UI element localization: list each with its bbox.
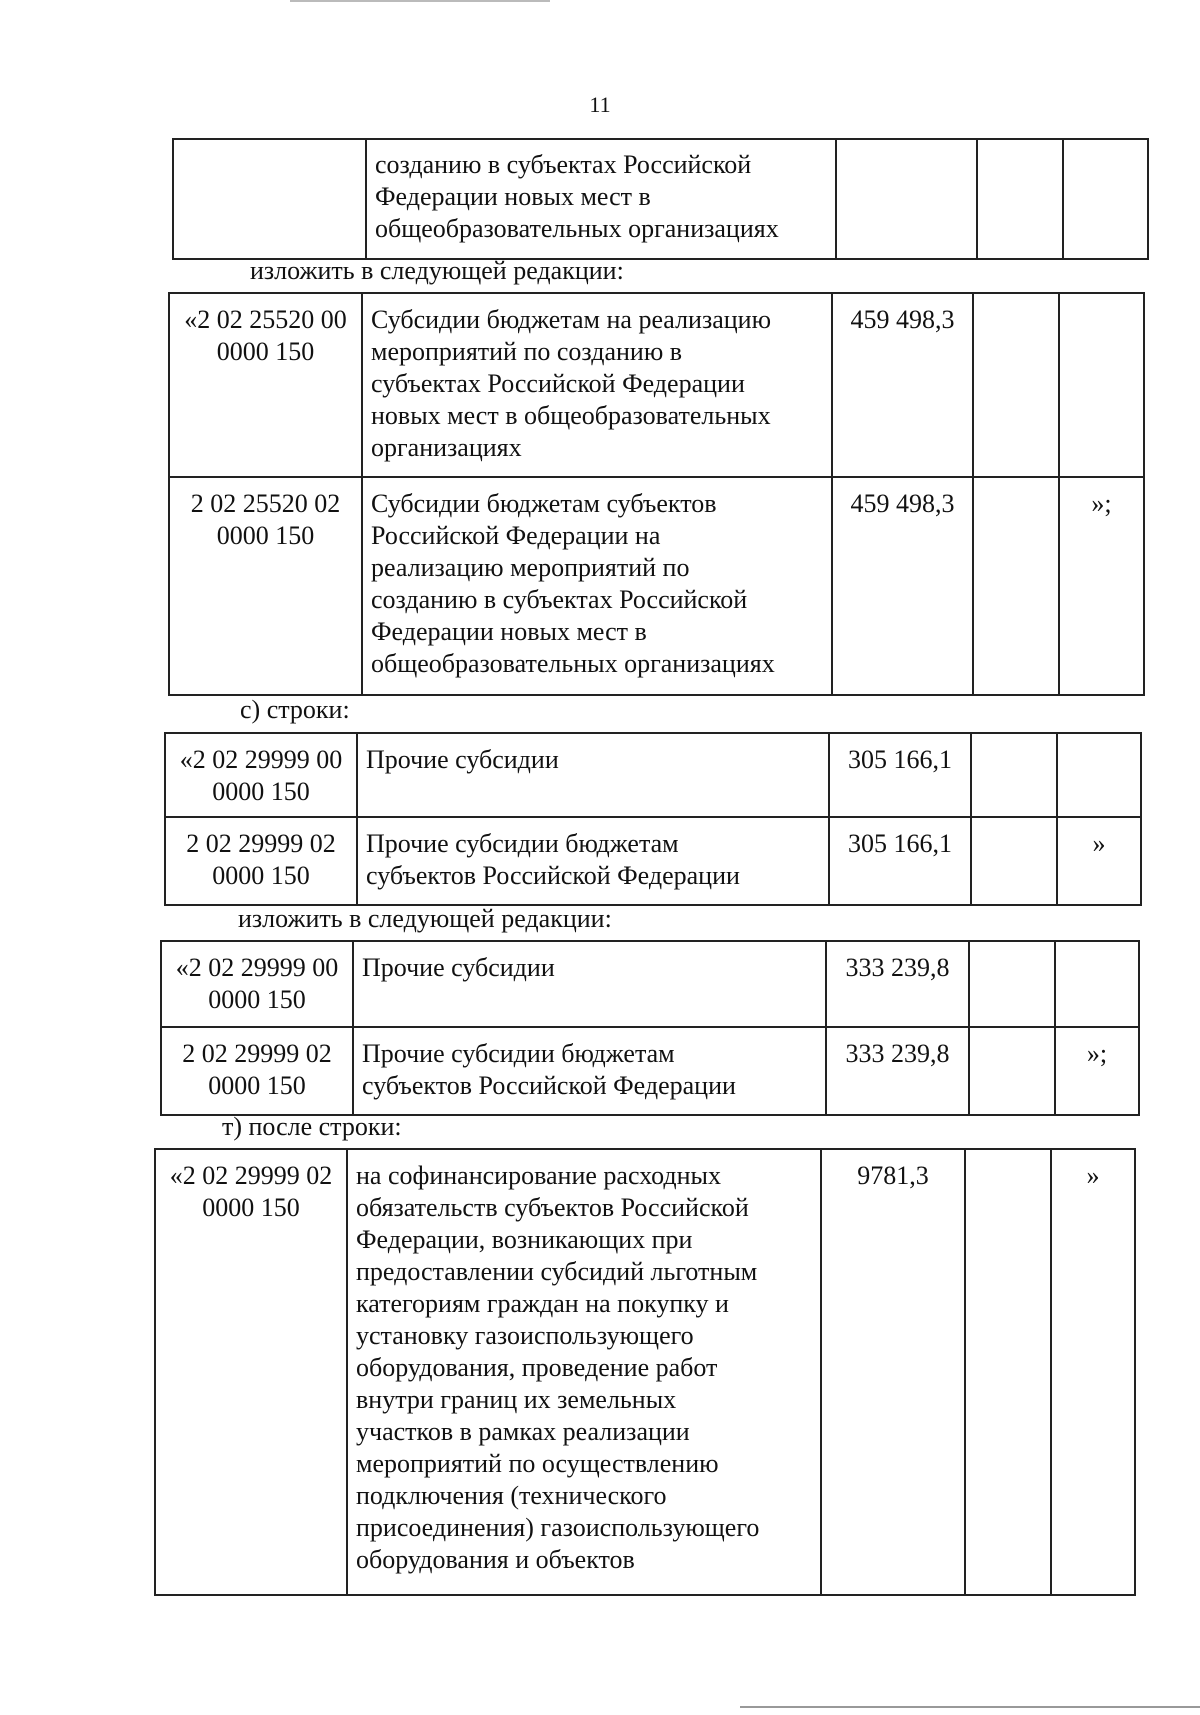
- name-line: установку газоиспользующего: [356, 1321, 694, 1350]
- name-line: Федерации новых мест в: [375, 182, 651, 211]
- end-mark-cell: [1063, 139, 1148, 259]
- code-cell: [165, 733, 357, 817]
- table-row: [169, 293, 1144, 477]
- name-line: новых мест в общеобразовательных: [371, 401, 771, 430]
- name-line: Федерации, возникающих при: [356, 1225, 693, 1254]
- name-line: созданию в субъектах Российской: [371, 585, 748, 614]
- empty-cell: [971, 817, 1057, 905]
- code-line: 2 02 29999 02: [186, 829, 336, 858]
- caption-section-s: с) строки:: [240, 695, 350, 724]
- end-mark-cell: »: [1051, 1149, 1135, 1595]
- name-line: субъектах Российской Федерации: [371, 369, 745, 398]
- name-cell: [353, 941, 826, 1027]
- name-cell: [353, 1027, 826, 1115]
- caption-edit-instruction: изложить в следующей редакции:: [238, 904, 612, 933]
- name-line: Субсидии бюджетам субъектов: [371, 489, 717, 518]
- name-line: внутри границ их земельных: [356, 1385, 677, 1414]
- name-cell: [357, 733, 829, 817]
- code-line: 0000 150: [202, 1193, 300, 1222]
- table-row: [155, 1149, 1135, 1595]
- name-line: обязательств субъектов Российской: [356, 1193, 749, 1222]
- amount-cell: [836, 139, 977, 259]
- name-line: организациях: [371, 433, 522, 462]
- amount-cell: 333 239,8: [826, 1027, 969, 1115]
- name-line: Прочие субсидии: [362, 953, 555, 982]
- code-cell: [165, 817, 357, 905]
- name-line: Федерации новых мест в: [371, 617, 647, 646]
- name-line: присоединения) газоиспользующего: [356, 1513, 760, 1542]
- code-line: 0000 150: [216, 337, 315, 366]
- name-line: мероприятий по осуществлению: [356, 1449, 719, 1478]
- amount-cell: 459 498,3: [832, 293, 973, 477]
- empty-cell: [969, 941, 1055, 1027]
- code-cell: [161, 941, 353, 1027]
- table-lines-29999-new: [160, 940, 1140, 1116]
- table-row: [161, 941, 1139, 1027]
- name-cell: [357, 817, 829, 905]
- caption-section-t: т) после строки:: [222, 1112, 402, 1141]
- code-cell: [169, 293, 362, 477]
- name-line: на софинансирование расходных: [356, 1161, 722, 1190]
- name-line: Российской Федерации на: [371, 521, 661, 550]
- code-line: «2 02 29999 00: [179, 745, 343, 774]
- table-row: [169, 477, 1144, 695]
- table-row: [161, 1027, 1139, 1115]
- amount-cell: 305 166,1: [829, 817, 971, 905]
- code-cell: [161, 1027, 353, 1115]
- name-line: категориям граждан на покупку и: [356, 1289, 729, 1318]
- name-cell: [362, 293, 832, 477]
- name-line: оборудования и объектов: [356, 1545, 635, 1574]
- code-line: 2 02 25520 02: [190, 489, 341, 518]
- empty-cell: [969, 1027, 1055, 1115]
- name-line: субъектов Российской Федерации: [362, 1071, 736, 1100]
- table-row: [173, 139, 1148, 259]
- table-row: [165, 817, 1141, 905]
- end-mark-cell: [1057, 733, 1141, 817]
- code-cell: [169, 477, 362, 695]
- bottom-edge-rule: [740, 1706, 1200, 1708]
- table-new-wording-25520: [168, 292, 1145, 696]
- name-cell: [347, 1149, 821, 1595]
- empty-cell: [977, 139, 1063, 259]
- name-line: общеобразовательных организациях: [371, 649, 775, 678]
- name-line: оборудования, проведение работ: [356, 1353, 718, 1382]
- caption-edit-instruction: изложить в следующей редакции:: [250, 256, 624, 285]
- end-mark-cell: »: [1057, 817, 1141, 905]
- empty-cell: [971, 733, 1057, 817]
- empty-cell: [965, 1149, 1051, 1595]
- end-mark-cell: [1059, 293, 1144, 477]
- name-line: мероприятий по созданию в: [371, 337, 683, 366]
- amount-cell: 305 166,1: [829, 733, 971, 817]
- code-line: «2 02 29999 02: [169, 1161, 333, 1190]
- code-cell: [155, 1149, 347, 1595]
- code-line: «2 02 25520 00: [184, 305, 347, 334]
- code-line: 0000 150: [208, 1071, 306, 1100]
- table-after-line-29999: [154, 1148, 1136, 1596]
- code-line: 0000 150: [216, 521, 315, 550]
- name-line: Прочие субсидии: [366, 745, 559, 774]
- name-line: общеобразовательных организациях: [375, 214, 779, 243]
- code-cell: [173, 139, 366, 259]
- amount-cell: 459 498,3: [832, 477, 973, 695]
- name-line: субъектов Российской Федерации: [366, 861, 740, 890]
- name-line: Прочие субсидии бюджетам: [362, 1039, 675, 1068]
- table-lines-29999-old: [164, 732, 1142, 906]
- name-line: Прочие субсидии бюджетам: [366, 829, 679, 858]
- amount-cell: 333 239,8: [826, 941, 969, 1027]
- name-line: реализацию мероприятий по: [371, 553, 690, 582]
- name-line: участков в рамках реализации: [356, 1417, 690, 1446]
- table-fragment-top: [172, 138, 1149, 260]
- name-line: Субсидии бюджетам на реализацию: [371, 305, 772, 334]
- name-line: предоставлении субсидий льготным: [356, 1257, 758, 1286]
- page-number: 11: [589, 92, 611, 117]
- end-mark-cell: »;: [1059, 477, 1144, 695]
- code-line: 0000 150: [208, 985, 306, 1014]
- empty-cell: [973, 293, 1059, 477]
- name-cell: [366, 139, 836, 259]
- end-mark-cell: »;: [1055, 1027, 1139, 1115]
- table-row: [165, 733, 1141, 817]
- name-line: подключения (технического: [356, 1481, 667, 1510]
- code-line: 0000 150: [212, 777, 310, 806]
- code-line: 2 02 29999 02: [182, 1039, 332, 1068]
- name-line: созданию в субъектах Российской: [375, 150, 752, 179]
- code-line: «2 02 29999 00: [175, 953, 339, 982]
- empty-cell: [973, 477, 1059, 695]
- top-edge-rule: [290, 0, 550, 2]
- code-line: 0000 150: [212, 861, 310, 890]
- amount-cell: 9781,3: [821, 1149, 965, 1595]
- end-mark-cell: [1055, 941, 1139, 1027]
- name-cell: [362, 477, 832, 695]
